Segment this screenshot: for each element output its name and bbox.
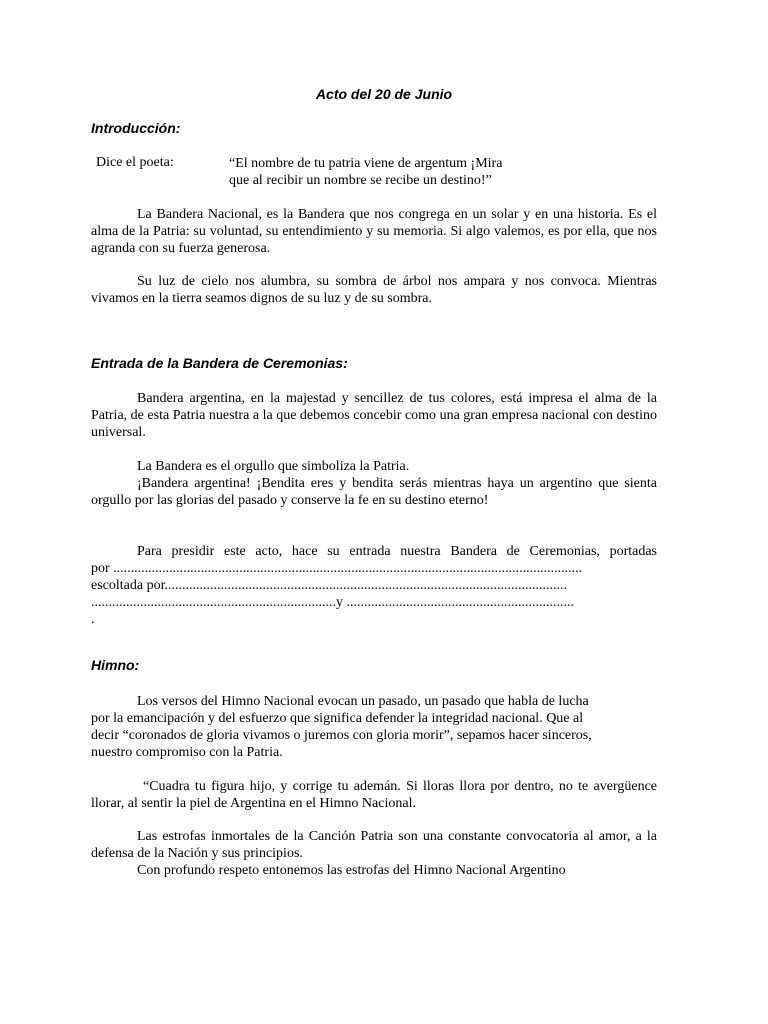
himno-paragraph-1-line-3: decir “coronados de gloria vivamos o juremos con gloria morir”, sepamos hacer sinceros, (91, 728, 592, 743)
flag-paragraph-2-rest: ¡Bandera argentina! ¡Bendita eres y bendita serás mientras haya un argentino que sienta orgullo por las glorias del pasado y conserve la fe en su destino eterno! (91, 476, 657, 508)
intro-paragraph-2: Su luz de cielo nos alumbra, su sombra de árbol nos ampara y nos convoca. Mientras vivamos en la tierra seamos dignos de su luz y de su sombra. (91, 274, 657, 306)
himno-paragraph-2: “Cuadra tu figura hijo, y corrige tu ademán. Si lloras llora por dentro, no te avergüence llorar, al sentir la piel de Argentina en el Himno Nacional. (91, 779, 657, 811)
poet-quote-line-2: que al recibir un nombre se recibe un destino!” (229, 173, 492, 188)
poet-label: Dice el poeta: (96, 155, 174, 170)
bearers-fill-line: por ...................................................................................................................................... (91, 561, 583, 576)
himno-paragraph-1-line-2: por la emancipación y del esfuerzo que significa defender la integridad nacional. Que al (91, 711, 584, 726)
himno-paragraph-1-line-4: nuestro compromiso con la Patria. (91, 745, 283, 760)
himno-paragraph-3: Las estrofas inmortales de la Canción Patria son una constante convocatoria al amor, a la defensa de la Nación y sus principios. (91, 829, 657, 861)
himno-paragraph-1-line-1: Los versos del Himno Nacional evocan un pasado, un pasado que habla de lucha (137, 694, 589, 709)
section-heading-introduccion: Introducción: (91, 120, 181, 136)
section-heading-himno: Himno: (91, 657, 140, 673)
escort-fill-line-2: ......................................................................y ................................................................. (91, 595, 574, 610)
poet-quote-line-1: “El nombre de tu patria viene de argentum ¡Mira (229, 156, 503, 171)
himno-paragraph-4: Con profundo respeto entonemos las estrofas del Himno Nacional Argentino (137, 863, 566, 878)
flag-paragraph-1: Bandera argentina, en la majestad y sencillez de tus colores, está impresa el alma de la Patria, de esta Patria nuestra a la que debemos concebir como una gran empresa nacional con destino universal. (91, 391, 657, 440)
flag-paragraph-3-line-1: Para presidir este acto, hace su entrada nuestra Bandera de Ceremonias, portadas (137, 544, 657, 559)
intro-paragraph-1: La Bandera Nacional, es la Bandera que nos congrega en un solar y en una historia. Es el alma de la Patria: su voluntad, su entendimiento y su memoria. Si algo valemos, es por ella, que nos agranda con su fuerza generosa. (91, 207, 657, 256)
flag-paragraph-2-line-1: La Bandera es el orgullo que simboliza la Patria. (137, 459, 410, 474)
poet-quote (229, 155, 502, 189)
escort-fill-line: escoltada por................................................................................................................... (91, 578, 567, 593)
section-heading-entrada-bandera: Entrada de la Bandera de Ceremonias: (91, 355, 348, 371)
page-title: Acto del 20 de Junio (315, 86, 453, 102)
escort-fill-end: . (91, 612, 95, 627)
